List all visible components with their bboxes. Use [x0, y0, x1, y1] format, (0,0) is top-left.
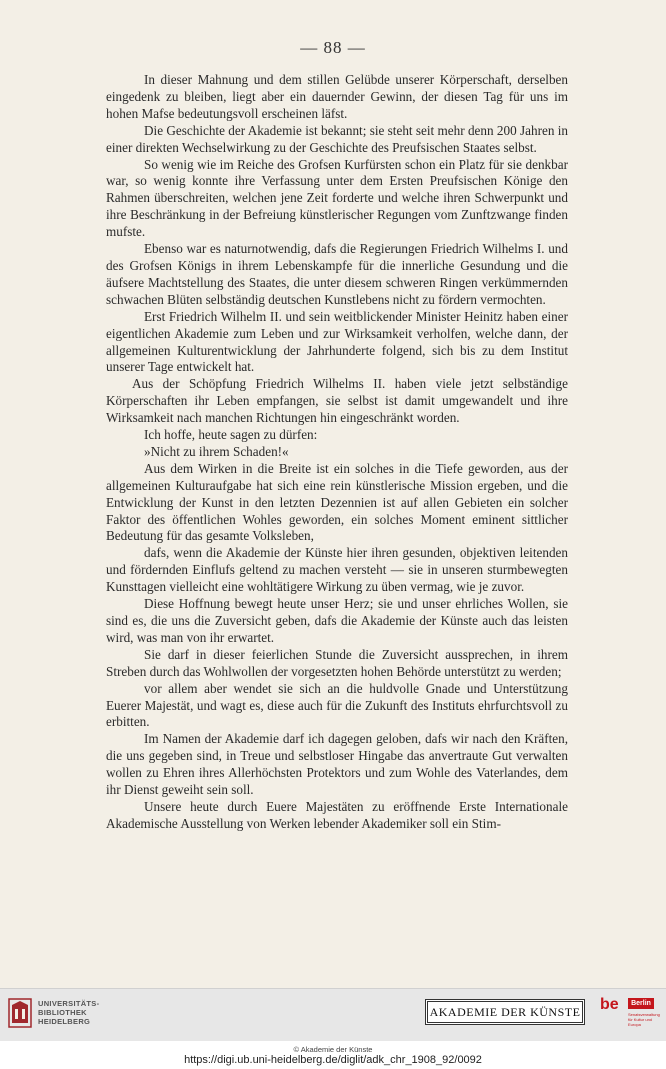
akademie-logo[interactable]: AKADEMIE DER KÜNSTE — [425, 999, 585, 1025]
copyright-notice: © Akademie der Künste — [293, 1045, 373, 1054]
paragraph: Die Geschichte der Akademie ist bekannt; sie steht seit mehr denn 200 Jahren in einer direkten Wechselwirkung zu der Geschichte des Preufsischen Staates selbst. — [106, 122, 568, 155]
university-line-2: BIBLIOTHEK — [38, 1008, 87, 1017]
paragraph: »Nicht zu ihrem Schaden!« — [144, 443, 289, 459]
paragraph: Aus dem Wirken in die Breite ist ein solches in die Tiefe geworden, aus der allgemeinen Kulturaufgabe hat sich eine rein künstlerische Mission ergeben, und die Entwicklung der Kunst in den letzten Dezennien ist auf allen Gebieten ein solcher Faktor des öffentlichen Wohles geworden, ein solches Moment eminent sittlicher Bedeutung für das gesamte Volksleben, — [106, 460, 568, 544]
paragraph: Sie darf in dieser feierlichen Stunde die Zuversicht aussprechen, in ihrem Streben durch das Wohlwollen der vorgesetzten hohen Behörde unterstützt zu werden; — [106, 646, 568, 679]
paragraph: Ebenso war es naturnotwendig, dafs die Regierungen Friedrich Wilhelms I. und des Grofsen Königs in ihrem Lebenskampfe für die innerliche Gesundung und die äufsere Machtstellung des Staates, die unter diesem schweren Ringen verkümmernden schwachen Blüten selbständig deutschen Kunstlebens nicht zu fördern vermochten. — [106, 241, 568, 307]
body-text — [106, 72, 568, 833]
university-seal-icon[interactable] — [8, 995, 32, 1031]
paragraph: Ich hoffe, heute sagen zu dürfen: — [144, 427, 318, 443]
paragraph: Erst Friedrich Wilhelm II. und sein weitblickender Minister Heinitz haben einer eigentlichen Akademie zum Leben und zur Wirksamkeit verholfen, welche dann, der allgemeinen Kulturentwicklung der Jahrhunderte folgend, sich bis zu dem Institut unserer Tage entwickelt hat. — [106, 308, 568, 375]
paragraph: So wenig wie im Reiche des Grofsen Kurfürsten schon ein Platz für sie denkbar war, so wenig konnte ihre Verfassung unter dem Ersten Preufsischen Könige den Rahmen überschreiten, welchen jene Zeit forderte und welche ihren Schwerpunkt und ihre Beschränkung in der Befreiung künstlerischer Regungen vom Zunftzwange finden mufste. — [106, 156, 568, 240]
university-library-label[interactable] — [38, 999, 99, 1026]
paragraph: vor allem aber wendet sie sich an die huldvolle Gnade und Unterstützung Euerer Majestät, und wagt es, diese auch für die Zukunft des Instituts ehrfurchtsvoll zu erbitten. — [106, 680, 568, 730]
paragraph: Im Namen der Akademie darf ich dagegen geloben, dafs wir nach den Kräften, die uns gegeben sind, in Treue und selbstloser Hingabe das anvertraute Gut verwalten wollen zu Ehren ihres Allerhöchsten Protektors und zum Wohle des Vaterlandes, dem ihr Dienst geweiht sein soll. — [106, 731, 568, 798]
berlin-logo[interactable] — [598, 994, 658, 1034]
berlin-subtitle: Senatsverwaltung für Kultur und Europa — [628, 1012, 660, 1027]
paragraph: Diese Hoffnung bewegt heute unser Herz; sie und unser ehrliches Wollen, sie sind es, die uns die Zuversicht geben, dafs die Akademie der Künste auch das leisten wird, was man von ihr erwartet. — [106, 596, 568, 645]
paragraph: In dieser Mahnung und dem stillen Gelübde unserer Körperschaft, derselben eingedenk zu bleiben, liegt aber ein dauernder Gewinn, der diesen Tag für uns im hohen Mafse bedeutungsvoll erscheinen läfst. — [106, 72, 568, 121]
berlin-be-mark: be — [600, 996, 619, 1013]
university-line-3: HEIDELBERG — [38, 1017, 91, 1026]
paragraph: Aus der Schöpfung Friedrich Wilhelms II. haben viele jetzt selbständige Körperschaften ihr Leben empfangen, sie selbst ist damit umgewandelt und ihre Wirksamkeit nach manchen Richtungen hin eingeschränkt worden. — [106, 376, 568, 426]
paragraph: dafs, wenn die Akademie der Künste hier ihren gesunden, objektiven leitenden und fördernden Einflufs geltend zu machen versteht — sie in unseren sturmbewegten Kunsttagen vielleicht eine wohltätigere Wirkung zu üben vermag, wie je zuvor. — [106, 545, 568, 595]
paragraph: Unsere heute durch Euere Majestäten zu eröffnende Erste Internationale Akademische Ausstellung von Werken lebender Akademiker soll ein Stim- — [106, 798, 568, 831]
viewer-footer — [0, 988, 666, 1041]
page-number: — 88 — — [300, 38, 366, 57]
university-line-1: UNIVERSITÄTS- — [38, 999, 100, 1008]
source-url[interactable]: https://digi.ub.uni-heidelberg.de/diglit/adk_chr_1908_92/0092 — [184, 1054, 482, 1066]
berlin-tag: Berlin — [628, 998, 654, 1009]
